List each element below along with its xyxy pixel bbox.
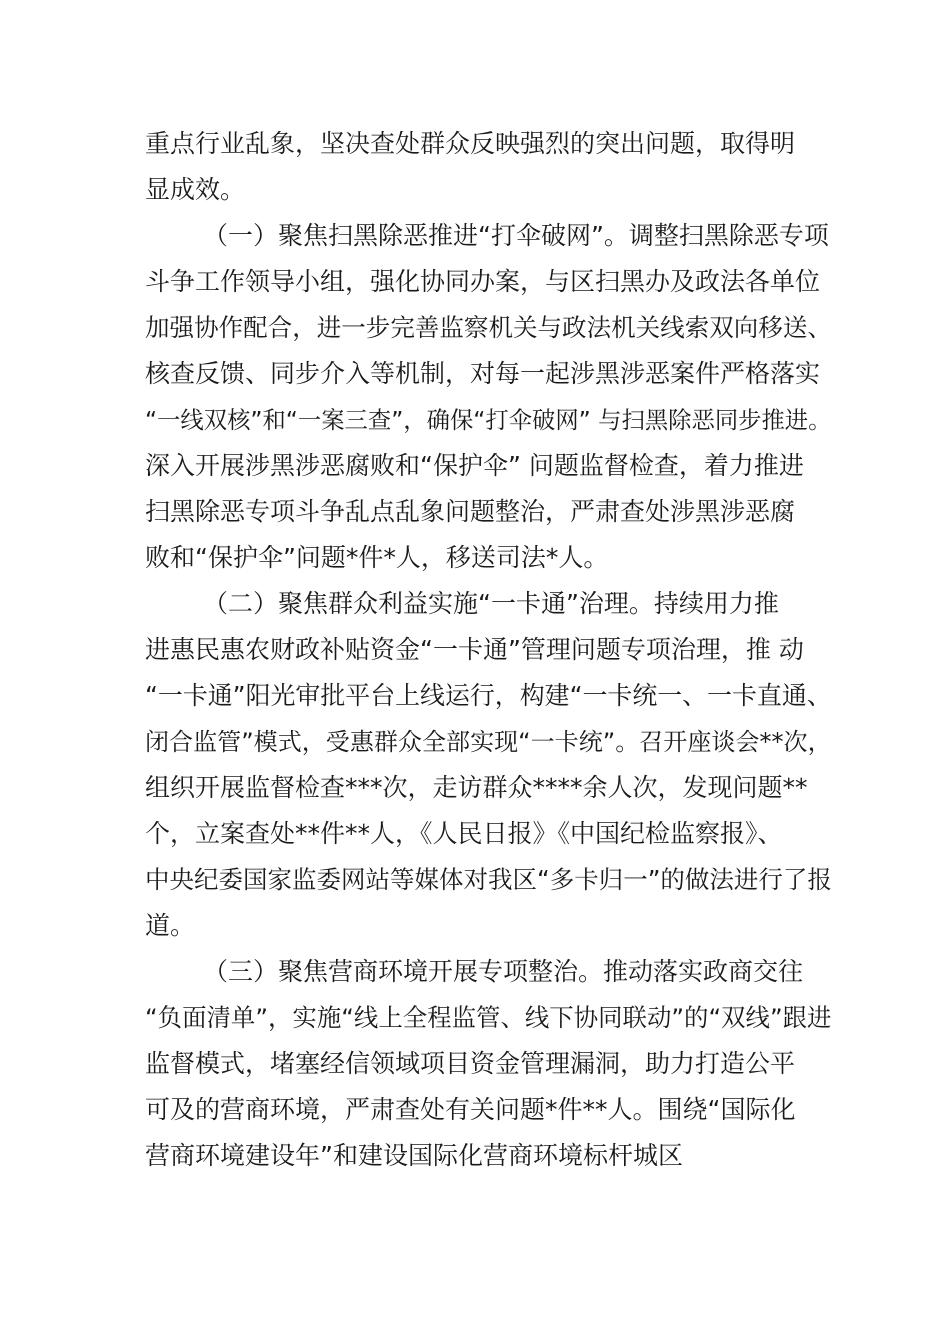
section-heading-line: （二）聚焦群众利益实施“一卡通”治理。持续用力推 [203, 589, 779, 618]
section-heading-line: （一）聚焦扫黑除恶推进“打伞破网”。调整扫黑除恶专项 [203, 221, 829, 250]
text-line: 加强协作配合，进一步完善监察机关与政法机关线索双向移送、 [145, 313, 832, 342]
text-line: 斗争工作领导小组，强化协同办案，与区扫黑办及政法各单位 [145, 267, 821, 296]
text-line: “一卡通”阳光审批平台上线运行，构建“一卡统一、一卡直通、 [145, 681, 832, 710]
text-line: 重点行业乱象，坚决查处群众反映强烈的突出问题，取得明 [145, 129, 796, 158]
text-line: 个，立案查处**件**人，《人民日报》《中国纪检监察报》、 [145, 819, 783, 848]
text-line: 可及的营商环境，严肃查处有关问题*件**人。围绕“国际化 [145, 1095, 796, 1124]
text-line: 核查反馈、同步介入等机制，对每一起涉黑涉恶案件严格落实 [145, 359, 821, 388]
text-line: 监督模式，堵塞经信领域项目资金管理漏洞，助力打造公平 [145, 1049, 796, 1078]
text-line: 进惠民惠农财政补贴资金“一卡通”管理问题专项治理，推 动 [145, 635, 804, 664]
text-line: “负面清单”，实施“线上全程监管、线下协同联动”的“双线”跟进 [145, 1003, 832, 1032]
text-line: 中央纪委国家监委网站等媒体对我区“多卡归一”的做法进行了报 [145, 865, 832, 894]
text-line: 败和“保护伞”问题*件*人，移送司法*人。 [145, 543, 609, 572]
text-line: 深入开展涉黑涉恶腐败和“保护伞” 问题监督检查，着力推进 [145, 451, 804, 480]
text-line: 显成效。 [145, 175, 246, 204]
section-heading-line: （三）聚焦营商环境开展专项整治。推动落实政商交往 [203, 957, 804, 986]
text-line: 营商环境建设年”和建设国际化营商环境标杆城区 [145, 1141, 683, 1170]
text-line: “一线双核”和“一案三查”，确保“打伞破网” 与扫黑除恶同步推进。 [145, 406, 832, 434]
text-line: 道。 [145, 911, 196, 940]
text-line: 扫黑除恶专项斗争乱点乱象问题整治，严肃查处涉黑涉恶腐 [145, 497, 796, 526]
text-line: 组织开展监督检查***次，走访群众****余人次，发现问题** [145, 773, 808, 802]
text-line: 闭合监管”模式，受惠群众全部实现“一卡统”。召开座谈会**次， [145, 728, 832, 756]
